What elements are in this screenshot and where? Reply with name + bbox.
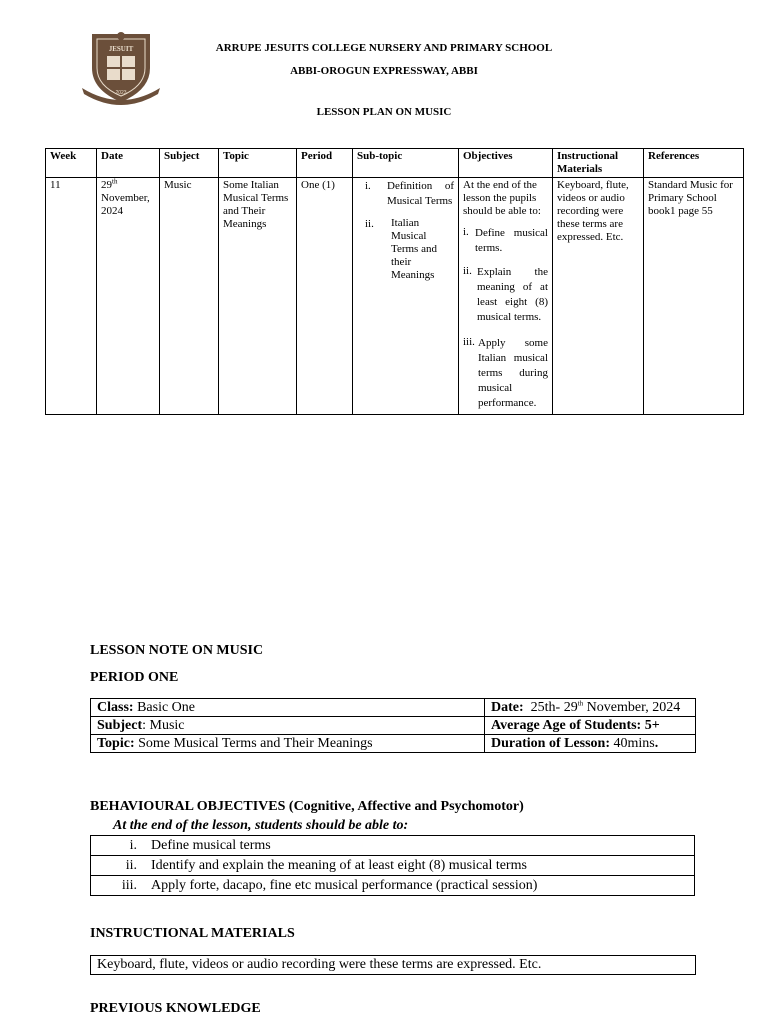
objectives-intro: At the end of the lesson the pupils should be able to: [463, 179, 541, 217]
date-cell: Date: 25th- 29th November, 2024 [485, 699, 696, 717]
table-row [91, 876, 695, 896]
cell-date: 29th November, 2024 [97, 178, 160, 415]
col-header-week: Week [46, 149, 97, 178]
previous-knowledge-heading: PREVIOUS KNOWLEDGE [90, 1001, 261, 1016]
table-row [91, 699, 696, 717]
col-header-period: Period [297, 149, 353, 178]
list-item: i. Definition of Musical Terms [365, 180, 454, 207]
lesson-plan-table [45, 148, 744, 415]
class-cell: Class: Basic One [91, 699, 485, 717]
cell-subtopic [353, 178, 459, 415]
cell-materials: Keyboard, flute, videos or audio recording were these terms are expressed. Etc. [553, 178, 644, 415]
subject-cell: Subject: Music [91, 717, 485, 735]
cell-references: Standard Music for Primary School book1 page 55 [644, 178, 744, 415]
cell-period: One (1) [297, 178, 353, 415]
behavioural-objectives-heading: BEHAVIOURAL OBJECTIVES (Cognitive, Affective and Psychomotor) [90, 799, 524, 814]
table-row [91, 735, 696, 753]
table-header-row [46, 149, 744, 178]
svg-text:JESUIT: JESUIT [108, 45, 134, 53]
item-text: Apply forte, dacapo, fine etc musical performance (practical session) [147, 876, 695, 896]
table-row [46, 178, 744, 415]
cell-topic: Some Italian Musical Terms and Their Meanings [219, 178, 297, 415]
list-item: ii. Explain the meaning of at least eight (8) musical terms. [463, 265, 548, 323]
period-heading: PERIOD ONE [90, 670, 179, 685]
list-item: i. Define musical terms. [463, 226, 548, 254]
col-header-date: Date [97, 149, 160, 178]
table-row [91, 717, 696, 735]
topic-cell: Topic: Some Musical Terms and Their Meanings [91, 735, 485, 753]
col-header-materials: Instructional Materials [553, 149, 644, 178]
cell-week: 11 [46, 178, 97, 415]
instructional-materials-box: Keyboard, flute, videos or audio recording were these terms are expressed. Etc. [90, 955, 696, 975]
age-cell: Average Age of Students: 5+ [485, 717, 696, 735]
svg-text:2023: 2023 [115, 90, 127, 96]
school-address: ABBI-OROGUN EXPRESSWAY, ABBI [290, 65, 478, 77]
col-header-references: References [644, 149, 744, 178]
instructional-materials-heading: INSTRUCTIONAL MATERIALS [90, 926, 295, 941]
cell-subject: Music [160, 178, 219, 415]
duration-cell: Duration of Lesson: 40mins. [485, 735, 696, 753]
list-item: iii. Apply some Italian musical terms during musical performance. [463, 336, 548, 409]
col-header-topic: Topic [219, 149, 297, 178]
subtopic-list [357, 179, 454, 282]
behavioural-objectives-table [90, 835, 695, 896]
document-title: LESSON PLAN ON MUSIC [316, 106, 452, 118]
col-header-objectives: Objectives [459, 149, 553, 178]
item-text: Identify and explain the meaning of at least eight (8) musical terms [147, 856, 695, 876]
lesson-info-table [90, 698, 696, 753]
item-number: ii. [91, 856, 148, 876]
item-number: i. [91, 836, 148, 856]
lesson-note-title: LESSON NOTE ON MUSIC [90, 643, 264, 658]
col-header-subtopic: Sub-topic [353, 149, 459, 178]
school-name: ARRUPE JESUITS COLLEGE NURSERY AND PRIMARY SCHOOL [215, 42, 553, 54]
table-row [91, 856, 695, 876]
behavioural-intro: At the end of the lesson, students should be able to: [113, 818, 409, 833]
list-item: ii. Italian Musical Terms and their Meanings [365, 217, 437, 281]
col-header-subject: Subject [160, 149, 219, 178]
item-text: Define musical terms [147, 836, 695, 856]
table-row [91, 836, 695, 856]
item-number: iii. [91, 876, 148, 896]
cell-objectives [459, 178, 553, 415]
